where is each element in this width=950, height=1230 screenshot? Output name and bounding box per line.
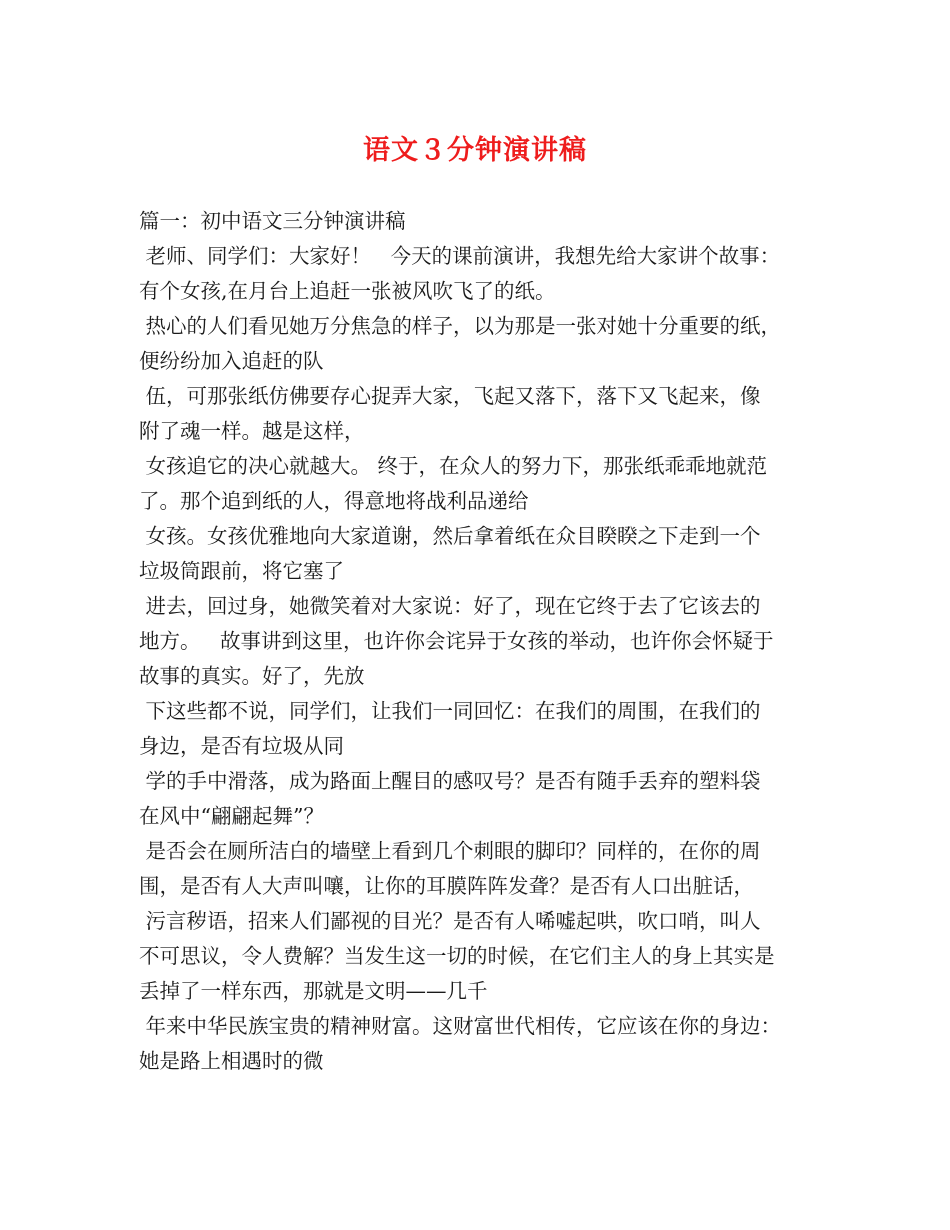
text-line: 了。那个追到纸的人，得意地将战利品递给: [139, 489, 529, 513]
text-line: 篇一：初中语文三分钟演讲稿: [139, 209, 406, 233]
text-line: 她是路上相遇时的微: [139, 1049, 324, 1073]
text-line: 围，是否有人大声叫嚷，让你的耳膜阵阵发聋？是否有人口出脏话，: [139, 874, 754, 898]
text-line: 身边，是否有垃圾从同: [139, 734, 344, 758]
text-line: 不可思议，令人费解？当发生这一切的时候，在它们主人的身上其实是: [139, 944, 775, 968]
text-line: 污言秽语，招来人们鄙视的目光？是否有人唏嘘起哄，吹口哨，叫人: [139, 909, 761, 933]
text-line: 故事的真实。好了，先放: [139, 664, 365, 688]
text-line: 地方。 故事讲到这里，也许你会诧异于女孩的举动，也许你会怀疑于: [139, 629, 774, 653]
text-line: 年来中华民族宝贵的精神财富。这财富世代相传，它应该在你的身边：: [139, 1014, 782, 1038]
text-line: 是否会在厕所洁白的墙壁上看到几个刺眼的脚印？同样的，在你的周: [139, 839, 761, 863]
text-line: 在风中“翩翩起舞”？: [139, 804, 324, 828]
text-line: 学的手中滑落，成为路面上醒目的感叹号？是否有随手丢弃的塑料袋: [139, 769, 761, 793]
text-line: 丢掉了一样东西，那就是文明——几千: [139, 979, 488, 1003]
document-title: 语文３分钟演讲稿: [363, 135, 587, 166]
text-line: 进去，回过身，她微笑着对大家说：好了，现在它终于去了它该去的: [139, 594, 761, 618]
text-line: 有个女孩,在月台上追赶一张被风吹飞了的纸。: [139, 279, 556, 303]
text-line: 伍，可那张纸仿佛要存心捉弄大家，飞起又落下，落下又飞起来，像: [139, 384, 761, 408]
document-body: [139, 204, 814, 1079]
text-line: 下这些都不说，同学们，让我们一同回忆：在我们的周围，在我们的: [139, 699, 761, 723]
text-line: 热心的人们看见她万分焦急的样子，以为那是一张对她十分重要的纸，: [139, 314, 782, 338]
text-line: 垃圾筒跟前，将它塞了: [139, 559, 344, 583]
text-line: 便纷纷加入追赶的队: [139, 349, 324, 373]
text-line: 附了魂一样。越是这样，: [139, 419, 365, 443]
text-line: 女孩追它的决心就越大。 终于，在众人的努力下，那张纸乖乖地就范: [139, 454, 768, 478]
text-line: 女孩。女孩优雅地向大家道谢，然后拿着纸在众目睽睽之下走到一个: [139, 524, 761, 548]
text-line: 老师、同学们：大家好！ 今天的课前演讲，我想先给大家讲个故事：: [139, 244, 781, 268]
